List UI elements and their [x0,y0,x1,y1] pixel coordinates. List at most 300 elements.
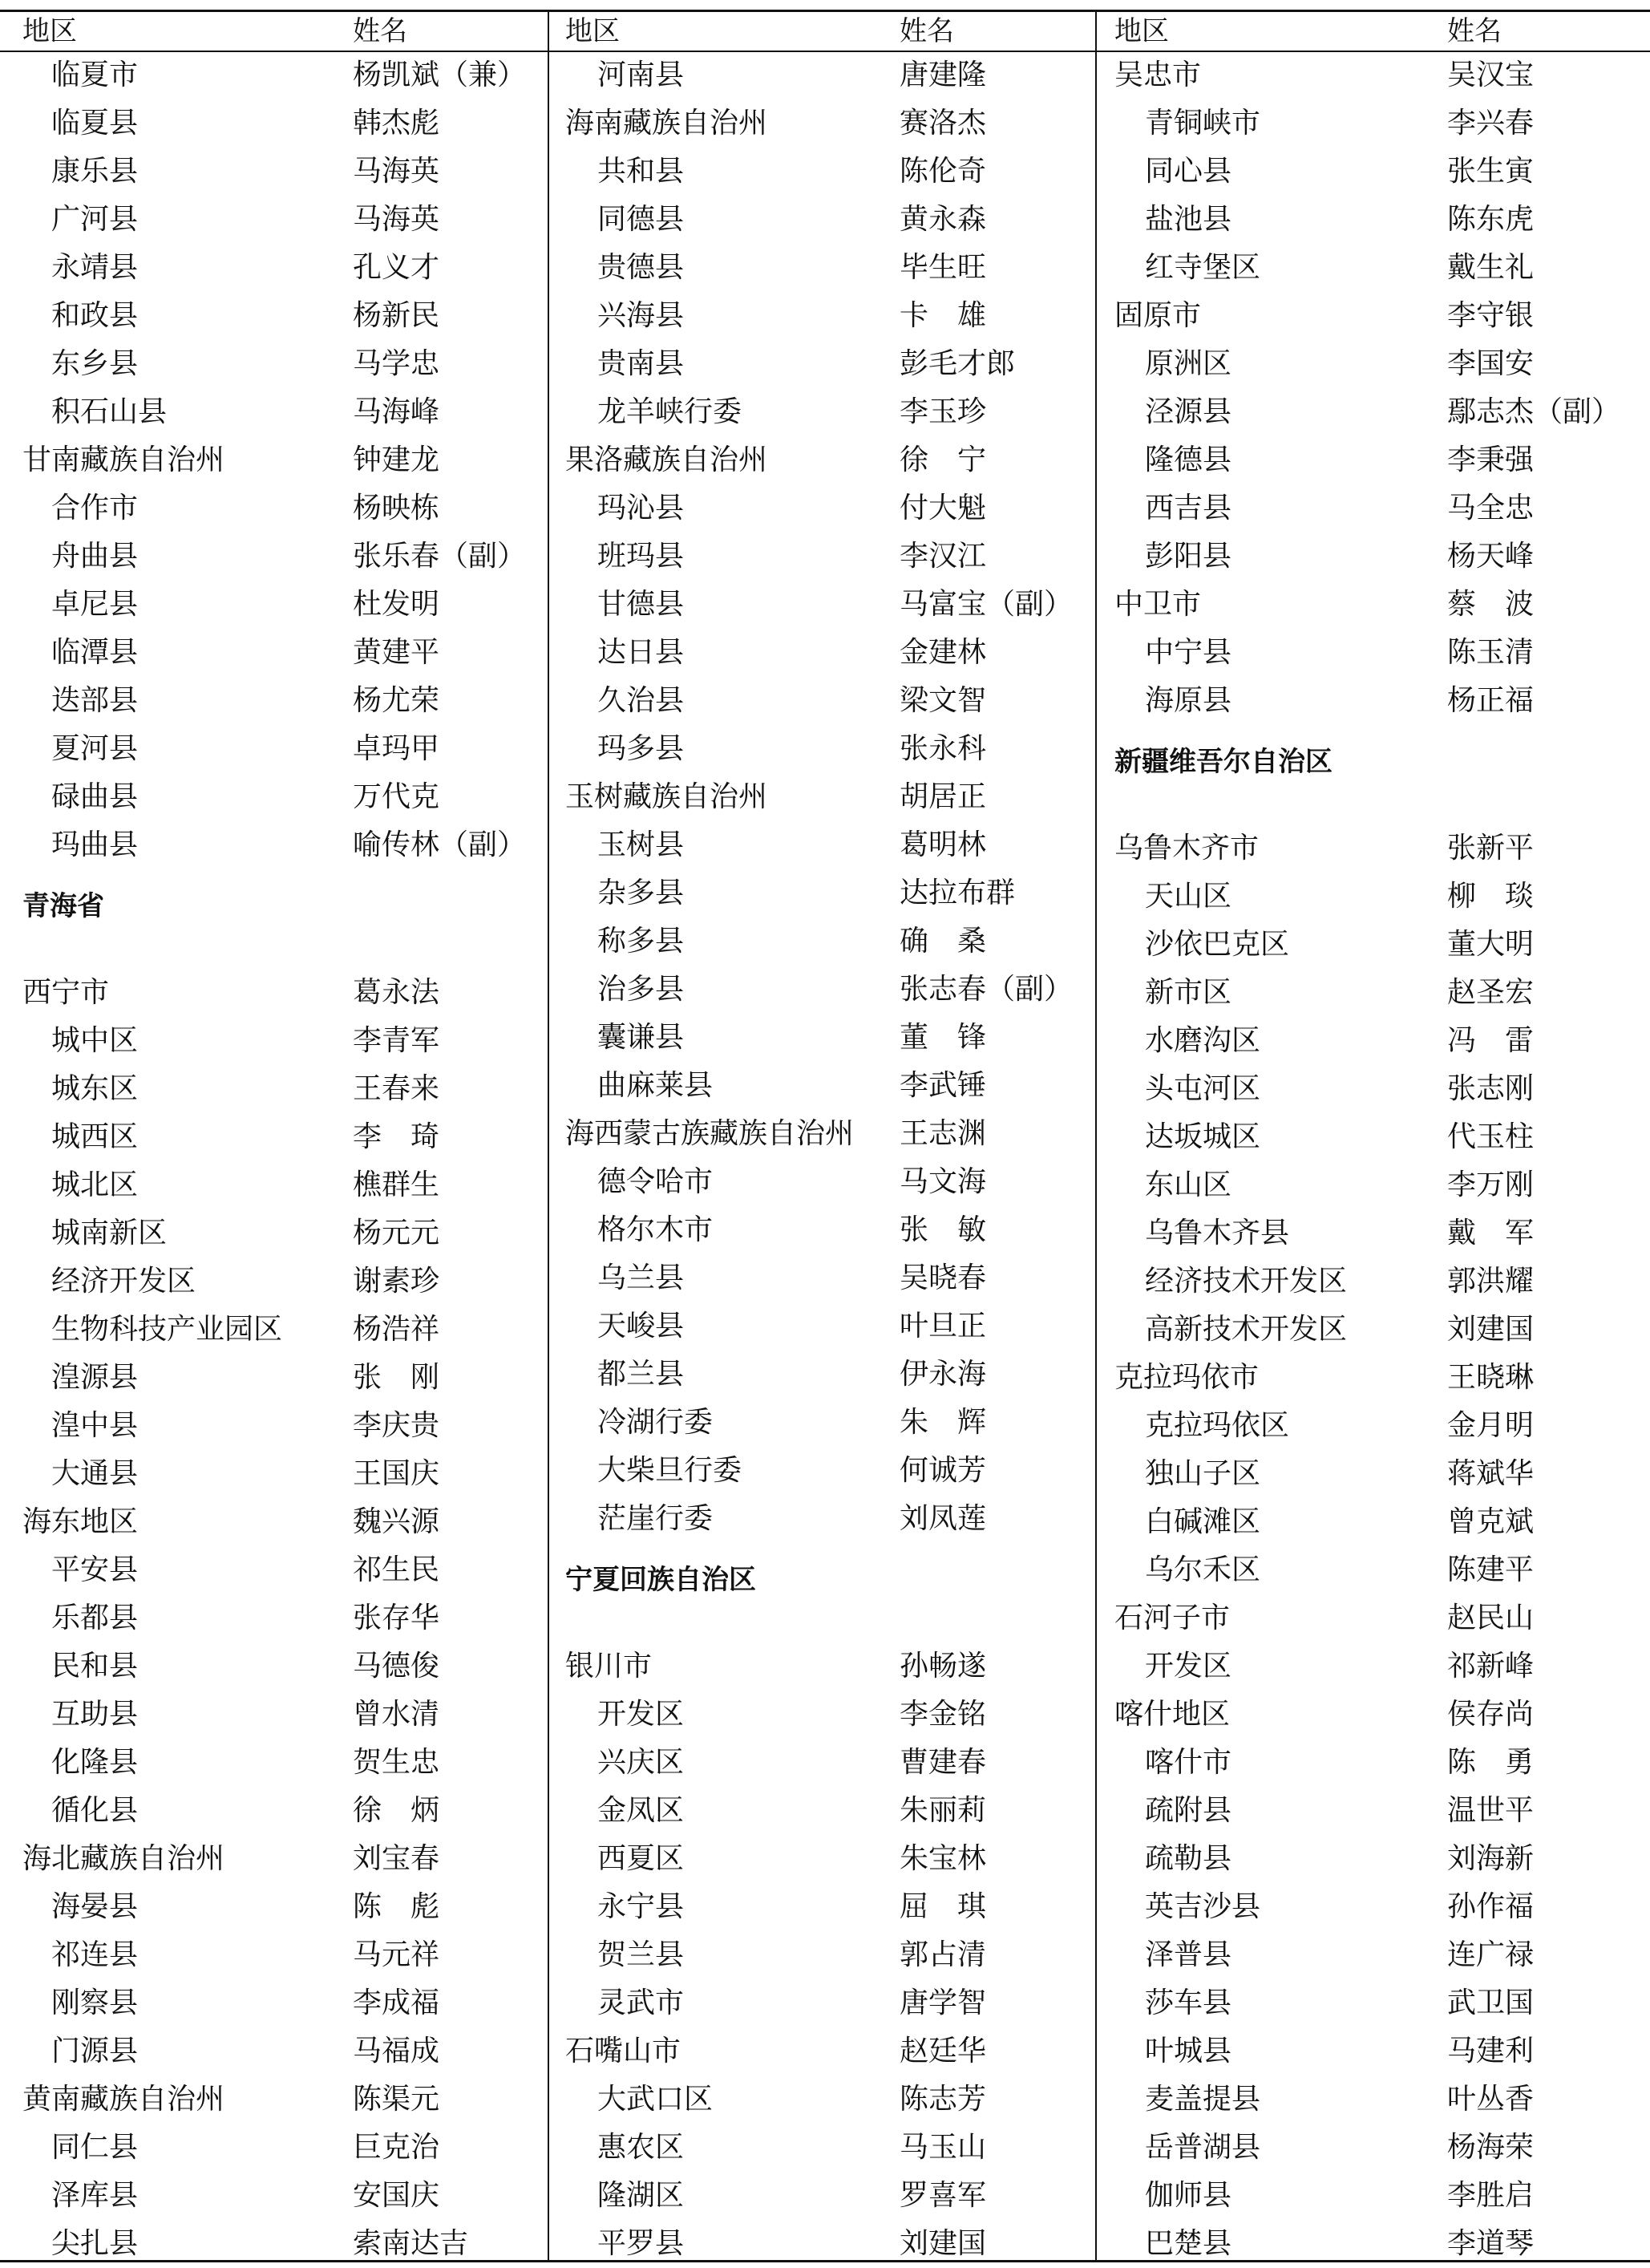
name-cell: 朱丽莉 [900,1794,987,1827]
region-cell: 高新技术开发区 [1145,1313,1348,1346]
table-row [0,1787,548,1835]
name-cell: 杨海荣 [1447,2131,1535,2164]
region-cell: 城中区 [51,1024,139,1057]
region-cell: 河南县 [597,59,685,91]
name-cell: 徐 炳 [353,1794,440,1827]
table-row [1097,1498,1650,1546]
region-cell: 卓尼县 [51,588,139,621]
region-cell: 城北区 [51,1168,139,1201]
table-column-2 [549,11,1095,2260]
region-cell: 西宁市 [22,976,110,1009]
region-cell: 民和县 [51,1650,139,1683]
name-cell: 武卫国 [1447,1987,1535,2019]
table-row [549,533,1095,581]
region-cell: 茫崖行委 [597,1502,714,1535]
region-cell: 头屯河区 [1145,1072,1261,1105]
name-cell: 杜发明 [353,588,440,621]
table-row [0,292,548,340]
table-row [1097,2027,1650,2076]
table-row [0,2172,548,2220]
name-cell: 马建利 [1447,2035,1535,2068]
region-cell: 原洲区 [1145,347,1232,380]
region-cell: 同心县 [1145,155,1232,188]
name-cell: 李青军 [353,1024,440,1057]
name-cell: 樵群生 [353,1168,440,1201]
table-row [1097,484,1650,533]
region-cell: 泽库县 [51,2179,139,2212]
region-cell: 青铜峡市 [1145,107,1261,140]
table-row [549,1787,1095,1835]
region-cell: 天山区 [1145,880,1232,913]
table-row [1097,969,1650,1017]
region-cell: 都兰县 [597,1358,685,1391]
name-cell: 柳 琰 [1447,880,1535,913]
region-cell: 中宁县 [1145,636,1232,669]
table-row [0,629,548,677]
region-cell: 玛沁县 [597,492,685,524]
name-cell: 葛明林 [900,828,987,861]
region-cell: 泾源县 [1145,395,1232,428]
region-cell: 伽师县 [1145,2179,1232,2212]
name-cell: 赛洛杰 [900,107,987,140]
name-cell: 索南达吉 [353,2227,469,2260]
region-cell: 格尔木市 [597,1213,714,1246]
region-cell: 玛多县 [597,732,685,765]
table-row [549,292,1095,340]
table-row [549,1014,1095,1062]
region-cell: 甘南藏族自治州 [22,443,225,476]
table-row [549,869,1095,917]
region-cell: 大柴旦行委 [597,1454,742,1487]
name-cell: 蔡 波 [1447,588,1535,621]
name-cell: 钟建龙 [353,443,440,476]
region-cell: 囊谦县 [597,1021,685,1054]
name-cell: 马玉山 [900,2131,987,2164]
table-row [549,2220,1095,2268]
table-row [1097,99,1650,148]
table-row [1097,2220,1650,2268]
region-cell: 康乐县 [51,155,139,188]
region-cell: 喀什市 [1145,1746,1232,1779]
table-row [0,1979,548,2027]
name-cell: 马海英 [353,155,440,188]
region-cell: 冷湖行委 [597,1406,714,1439]
table-row [1097,533,1650,581]
name-cell: 赵民山 [1447,1602,1535,1634]
table-row [1097,1787,1650,1835]
region-cell: 乌尔禾区 [1145,1553,1261,1586]
name-cell: 陈 勇 [1447,1746,1535,1779]
region-cell: 循化县 [51,1794,139,1827]
table-row [0,2027,548,2076]
name-cell: 李兴春 [1447,107,1535,140]
region-cell: 天峻县 [597,1310,685,1343]
name-cell: 王志渊 [900,1117,987,1150]
region-cell: 城东区 [51,1072,139,1105]
name-cell: 张永科 [900,732,987,765]
name-cell: 巨克治 [353,2131,440,2164]
column-header-region: 地区 [22,15,77,47]
table-row [1097,292,1650,340]
name-cell: 陈渠元 [353,2083,440,2116]
name-cell: 李庆贵 [353,1409,440,1442]
table-row [0,2076,548,2124]
name-cell: 刘凤莲 [900,1502,987,1535]
region-cell: 盐池县 [1145,203,1232,236]
region-cell: 城南新区 [51,1217,168,1249]
name-cell: 张志春（副） [900,973,1074,1006]
name-cell: 达拉布群 [900,877,1016,909]
region-cell: 门源县 [51,2035,139,2068]
region-cell: 开发区 [597,1698,685,1731]
region-cell: 舟曲县 [51,540,139,573]
table-row [549,1495,1095,1543]
table-row [0,1691,548,1739]
table-row [549,1351,1095,1399]
table-row [1097,921,1650,969]
table-row [1097,148,1650,196]
name-cell: 蒋斌华 [1447,1457,1535,1490]
name-cell: 陈建平 [1447,1553,1535,1586]
region-cell: 新市区 [1145,976,1232,1009]
region-cell: 班玛县 [597,540,685,573]
name-cell: 付大魁 [900,492,987,524]
name-cell: 张乐春（副） [353,540,527,573]
region-cell: 独山子区 [1145,1457,1261,1490]
name-cell: 吴晓春 [900,1262,987,1294]
name-cell: 戴生礼 [1447,251,1535,284]
name-cell: 何诚芳 [900,1454,987,1487]
column-header-name: 姓名 [900,15,954,47]
region-cell: 东乡县 [51,347,139,380]
region-cell: 克拉玛依市 [1114,1361,1260,1394]
region-cell: 乌兰县 [597,1262,685,1294]
name-cell: 陈玉清 [1447,636,1535,669]
name-cell: 朱宝林 [900,1842,987,1875]
name-cell: 唐学智 [900,1987,987,2019]
name-cell: 金月明 [1447,1409,1535,1442]
region-cell: 永靖县 [51,251,139,284]
name-cell: 曹建春 [900,1746,987,1779]
table-row [549,484,1095,533]
column-header-region: 地区 [1114,15,1169,47]
table-row [1097,1642,1650,1691]
table-row [1097,1979,1650,2027]
column-header-region: 地区 [565,15,620,47]
table-row [1097,1546,1650,1594]
name-cell: 代玉柱 [1447,1120,1535,1153]
table-row [0,340,548,388]
region-cell: 化隆县 [51,1746,139,1779]
table-row [1097,1883,1650,1931]
table-row [0,1354,548,1402]
region-cell: 临潭县 [51,636,139,669]
region-cell: 临夏市 [51,59,139,91]
region-cell: 湟中县 [51,1409,139,1442]
region-cell: 麦盖提县 [1145,2083,1261,2116]
column-header-name: 姓名 [1447,15,1502,47]
region-cell: 达坂城区 [1145,1120,1261,1153]
table-row [549,340,1095,388]
name-cell: 伊永海 [900,1358,987,1391]
table-row [1097,436,1650,484]
name-cell: 祁生民 [353,1553,440,1586]
region-cell: 治多县 [597,973,685,1006]
region-cell: 永宁县 [597,1890,685,1923]
table-row [549,581,1095,629]
name-cell: 杨映栋 [353,492,440,524]
name-cell: 李胜启 [1447,2179,1535,2212]
region-cell: 经济技术开发区 [1145,1265,1348,1298]
table-row [549,148,1095,196]
region-cell: 海原县 [1145,684,1232,717]
name-cell: 刘海新 [1447,1842,1535,1875]
table-row [549,773,1095,821]
name-cell: 黄建平 [353,636,440,669]
region-cell: 海西蒙古族藏族自治州 [565,1117,855,1150]
region-cell: 海南藏族自治州 [565,107,768,140]
region-cell: 巴楚县 [1145,2227,1232,2260]
name-cell: 安国庆 [353,2179,440,2212]
table-row [0,1065,548,1113]
name-cell: 胡居正 [900,780,987,813]
table-row [0,581,548,629]
table-row [0,1739,548,1787]
table-row [1097,340,1650,388]
region-cell: 沙依巴克区 [1145,928,1290,961]
region-cell: 称多县 [597,925,685,958]
name-cell: 彭毛才郎 [900,347,1016,380]
name-cell: 马学忠 [353,347,440,380]
name-cell: 朱 辉 [900,1406,987,1439]
table-row [549,629,1095,677]
region-cell: 积石山县 [51,395,168,428]
region-cell: 银川市 [565,1650,653,1683]
name-cell: 冯 雷 [1447,1024,1535,1057]
table-row [1097,388,1650,436]
region-cell: 同德县 [597,203,685,236]
region-cell: 莎车县 [1145,1987,1232,2019]
region-cell: 固原市 [1114,299,1202,332]
region-cell: 贺兰县 [597,1938,685,1971]
table-row [0,1209,548,1258]
table-row [0,773,548,821]
name-cell: 叶旦正 [900,1310,987,1343]
table-row [0,533,548,581]
name-cell: 张存华 [353,1602,440,1634]
table-row [0,51,548,99]
table-row [549,1158,1095,1206]
table-row [549,1931,1095,1979]
table-row [1097,677,1650,725]
table-row [1097,1691,1650,1739]
name-cell: 孙作福 [1447,1890,1535,1923]
region-cell: 灵武市 [597,1987,685,2019]
table-row [549,51,1095,99]
table-row [549,1062,1095,1110]
region-cell: 玉树县 [597,828,685,861]
name-cell: 吴汉宝 [1447,59,1535,91]
table-row [0,484,548,533]
region-cell: 德令哈市 [597,1165,714,1198]
region-cell: 隆德县 [1145,443,1232,476]
name-cell: 毕生旺 [900,251,987,284]
name-cell: 赵廷华 [900,2035,987,2068]
name-cell: 李万刚 [1447,1168,1535,1201]
region-cell: 同仁县 [51,2131,139,2164]
region-cell: 夏河县 [51,732,139,765]
region-cell: 黄南藏族自治州 [22,2083,225,2116]
name-cell: 连广禄 [1447,1938,1535,1971]
table-row [0,148,548,196]
table-row [1097,1739,1650,1787]
table-row [549,1835,1095,1883]
table-row [1097,629,1650,677]
region-cell: 英吉沙县 [1145,1890,1261,1923]
name-cell: 李武锤 [900,1069,987,1102]
table-row [0,1450,548,1498]
table-row [549,1642,1095,1691]
region-cell: 龙羊峡行委 [597,395,742,428]
name-cell: 马富宝（副） [900,588,1074,621]
name-cell: 鄢志杰（副） [1447,395,1621,428]
name-cell: 魏兴源 [353,1505,440,1538]
table-row [1097,1065,1650,1113]
name-cell: 刘宝春 [353,1842,440,1875]
region-cell: 曲麻莱县 [597,1069,714,1102]
table-row [1097,581,1650,629]
table-row [1097,1931,1650,1979]
name-cell: 陈 彪 [353,1890,440,1923]
name-cell: 王国庆 [353,1457,440,1490]
name-cell: 董 锋 [900,1021,987,1054]
name-cell: 张新平 [1447,832,1535,865]
table-row [0,388,548,436]
name-cell: 喻传林（副） [353,828,527,861]
table-row [549,1110,1095,1158]
name-cell: 祁新峰 [1447,1650,1535,1683]
name-cell: 李道琴 [1447,2227,1535,2260]
region-cell: 兴海县 [597,299,685,332]
name-cell: 杨新民 [353,299,440,332]
table-row [0,1883,548,1931]
name-cell: 马文海 [900,1165,987,1198]
name-cell: 戴 军 [1447,1217,1535,1249]
name-cell: 黄永森 [900,203,987,236]
section-heading: 青海省 [22,890,104,922]
region-cell: 疏勒县 [1145,1842,1232,1875]
table-row [0,436,548,484]
table-row [1097,196,1650,244]
region-cell: 泽普县 [1145,1938,1232,1971]
name-cell: 张 刚 [353,1361,440,1394]
name-cell: 卡 雄 [900,299,987,332]
name-cell: 杨尤荣 [353,684,440,717]
table-row [0,1835,548,1883]
table-row [549,1691,1095,1739]
name-cell: 李玉珍 [900,395,987,428]
name-cell: 李汉江 [900,540,987,573]
table-row [549,1302,1095,1351]
table-row [549,917,1095,966]
name-cell: 温世平 [1447,1794,1535,1827]
name-cell: 曾克斌 [1447,1505,1535,1538]
region-cell: 共和县 [597,155,685,188]
table-row [1097,2076,1650,2124]
name-cell: 陈东虎 [1447,203,1535,236]
name-cell: 郭洪耀 [1447,1265,1535,1298]
region-cell: 平安县 [51,1553,139,1586]
name-cell: 李守银 [1447,299,1535,332]
table-row [1097,1402,1650,1450]
name-cell: 杨正福 [1447,684,1535,717]
name-cell: 唐建隆 [900,59,987,91]
region-cell: 迭部县 [51,684,139,717]
name-cell: 曾水清 [353,1698,440,1731]
name-cell: 侯存尚 [1447,1698,1535,1731]
region-cell: 惠农区 [597,2131,685,2164]
table-row [0,725,548,773]
table-row [549,966,1095,1014]
region-cell: 城西区 [51,1120,139,1153]
region-cell: 刚察县 [51,1987,139,2019]
region-cell: 临夏县 [51,107,139,140]
region-cell: 达日县 [597,636,685,669]
table-row [1097,1209,1650,1258]
region-cell: 合作市 [51,492,139,524]
region-cell: 杂多县 [597,877,685,909]
table-row [549,388,1095,436]
table-row [549,1206,1095,1254]
region-cell: 岳普湖县 [1145,2131,1261,2164]
table-row [0,1642,548,1691]
name-cell: 李 琦 [353,1120,440,1153]
name-cell: 董大明 [1447,928,1535,961]
region-cell: 生物科技产业园区 [51,1313,283,1346]
name-cell: 陈志芳 [900,2083,987,2116]
table-row [549,2027,1095,2076]
region-cell: 乐都县 [51,1602,139,1634]
table-row [1097,824,1650,873]
name-cell: 张 敏 [900,1213,987,1246]
region-cell: 红寺堡区 [1145,251,1261,284]
section-heading-row [1097,738,1650,786]
region-cell: 祁连县 [51,1938,139,1971]
table-row [1097,1161,1650,1209]
table-row [0,1113,548,1161]
region-cell: 金凤区 [597,1794,685,1827]
table-row [549,725,1095,773]
region-cell: 石河子市 [1114,1602,1231,1634]
table-row [0,969,548,1017]
name-cell: 贺生忠 [353,1746,440,1779]
table-row [0,1546,548,1594]
section-heading: 新疆维吾尔自治区 [1114,746,1333,778]
region-cell: 中卫市 [1114,588,1202,621]
table-row [0,1931,548,1979]
name-cell: 杨元元 [353,1217,440,1249]
table-row [549,1883,1095,1931]
table-row [1097,873,1650,921]
region-cell: 碌曲县 [51,780,139,813]
name-cell: 赵圣宏 [1447,976,1535,1009]
name-cell: 王春来 [353,1072,440,1105]
table-row [1097,1450,1650,1498]
region-cell: 克拉玛依区 [1145,1409,1290,1442]
table-row [1097,1306,1650,1354]
name-cell: 马全忠 [1447,492,1535,524]
region-cell: 果洛藏族自治州 [565,443,768,476]
